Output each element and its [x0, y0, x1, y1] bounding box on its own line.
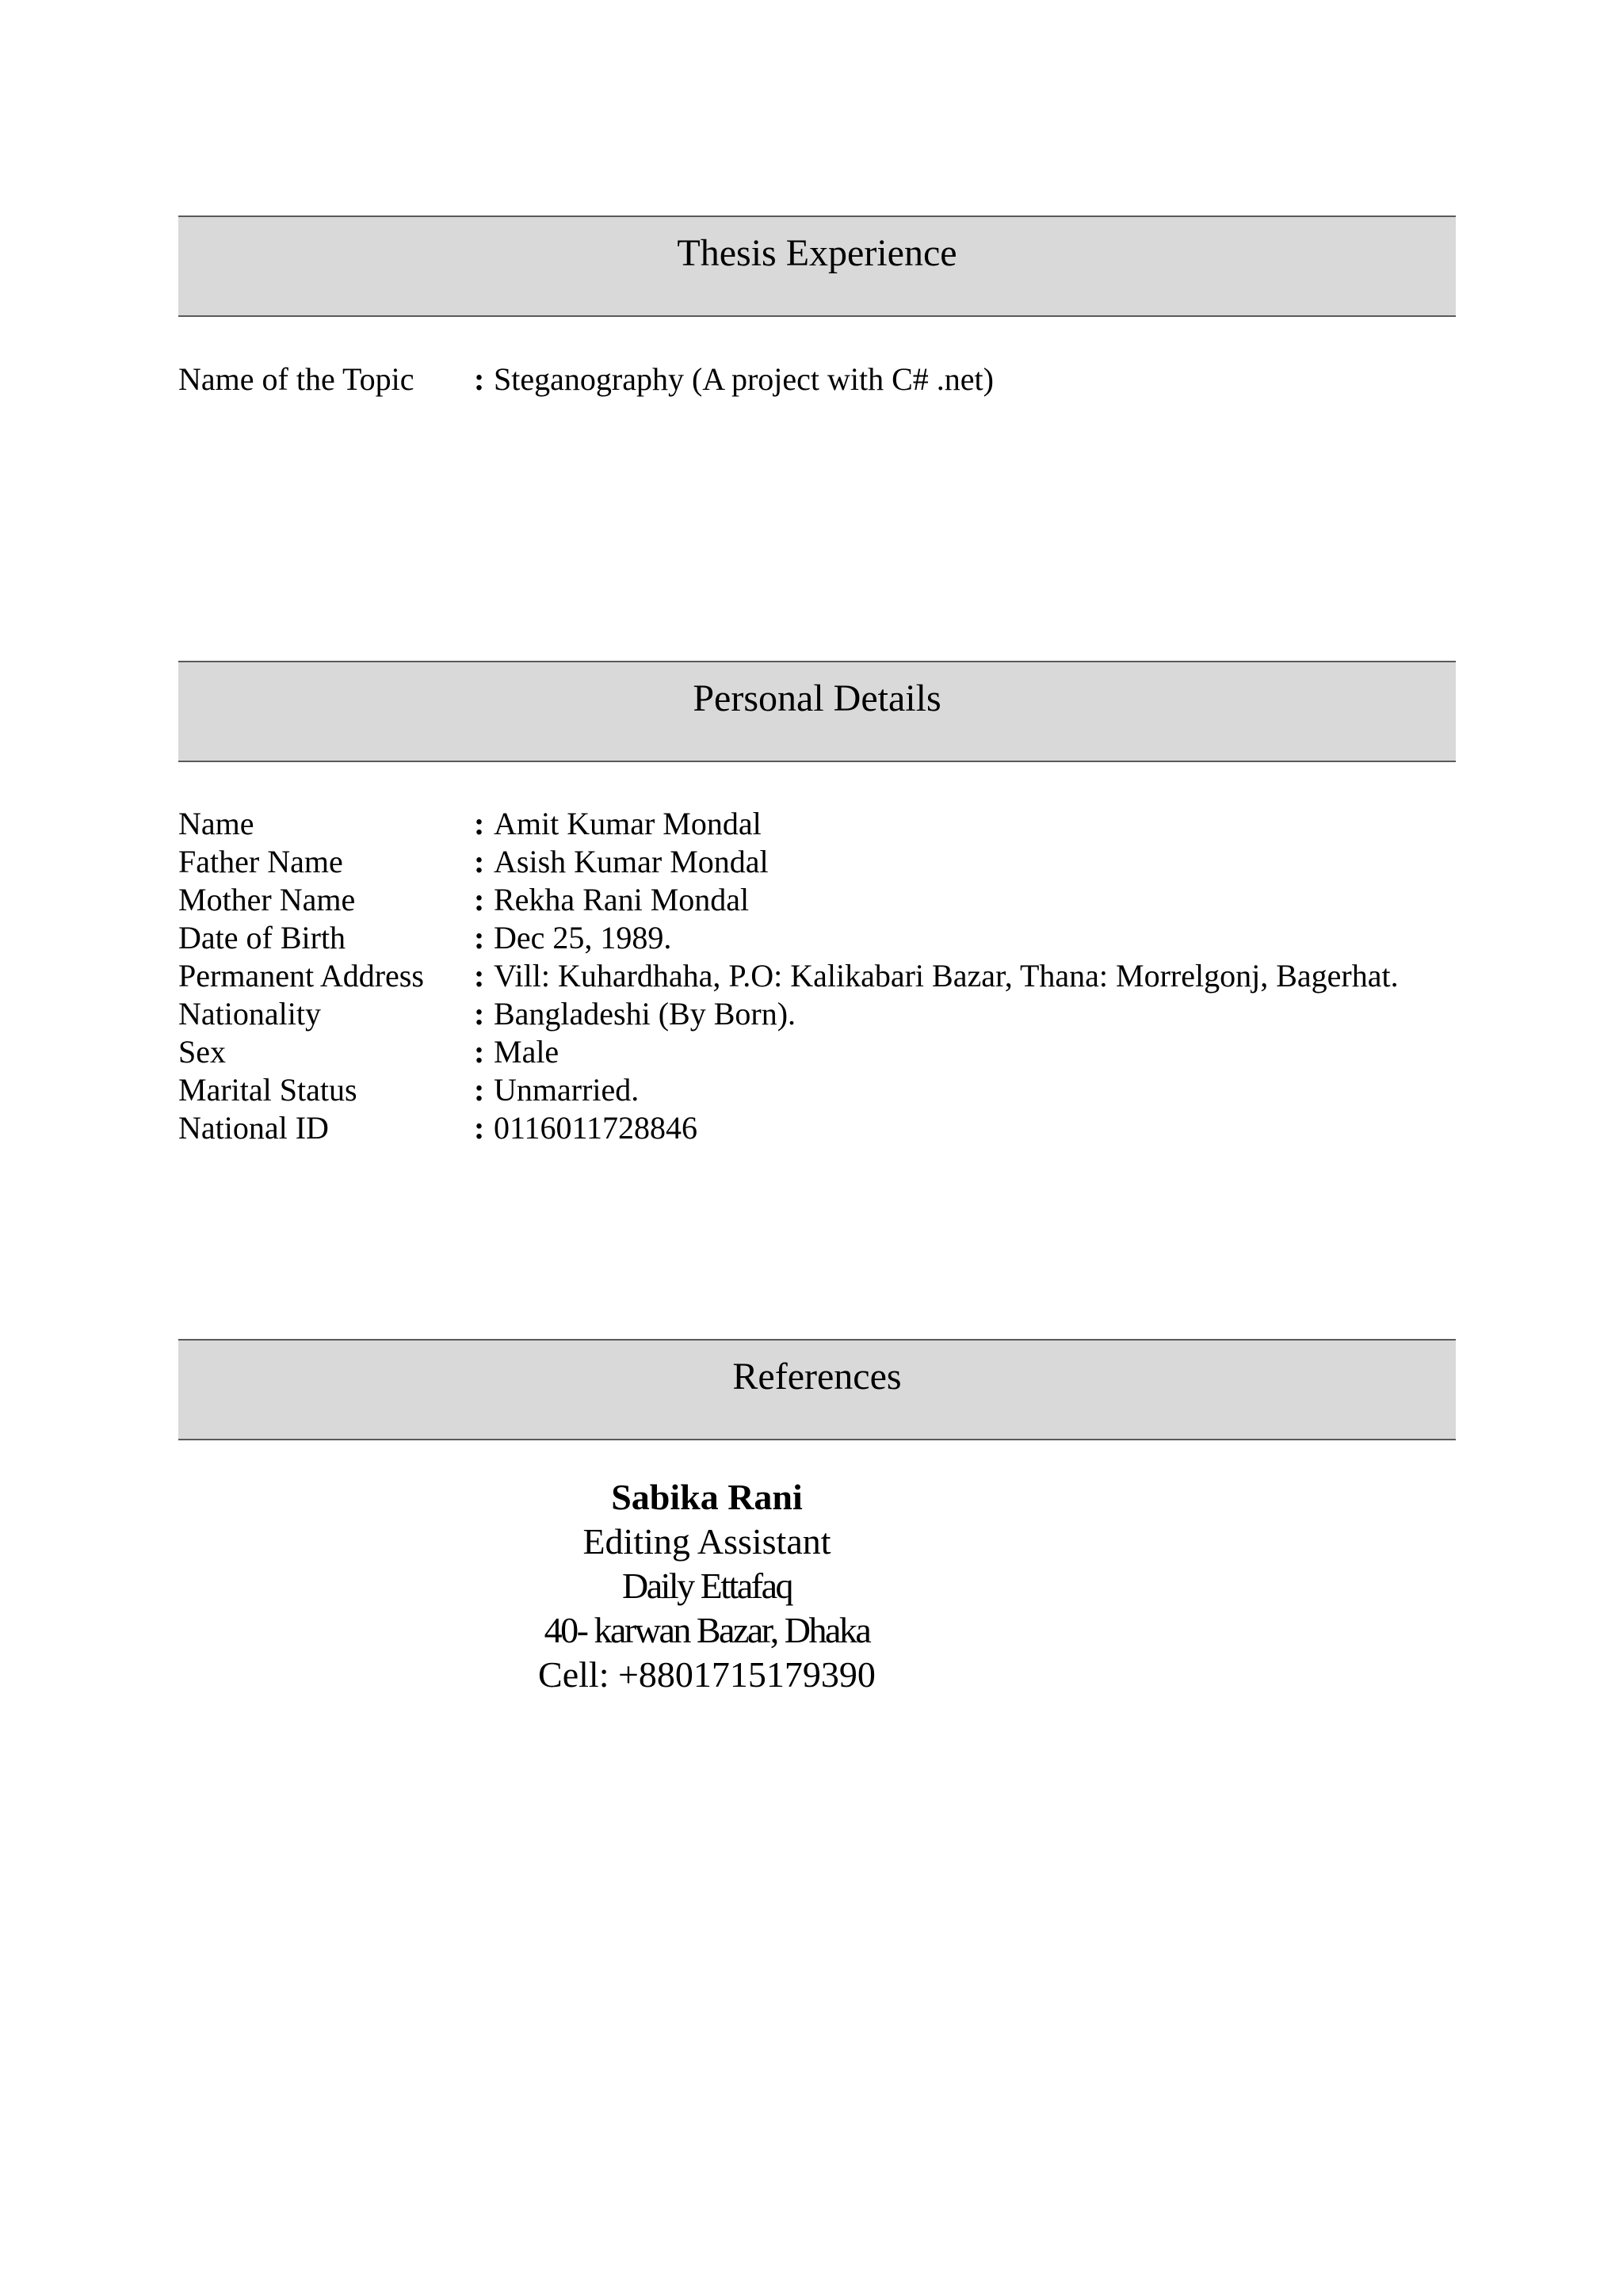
- personal-details-list: [178, 805, 1462, 1147]
- detail-colon: :: [474, 958, 485, 994]
- thesis-section-title: Thesis Experience: [677, 232, 957, 274]
- thesis-details-list: [178, 360, 1462, 399]
- detail-colon: :: [474, 1034, 485, 1070]
- reference-position: Editing Assistant: [582, 1521, 831, 1562]
- detail-value: Steganography (A project with C# .net): [494, 361, 994, 397]
- detail-colon: :: [474, 361, 485, 397]
- reference-name: Sabika Rani: [611, 1477, 803, 1517]
- detail-row-sex: [178, 1033, 1462, 1071]
- detail-row-name: [178, 805, 1462, 843]
- detail-value: Amit Kumar Mondal: [494, 806, 762, 841]
- detail-colon: :: [474, 1072, 485, 1108]
- detail-row-father-name: [178, 843, 1462, 881]
- thesis-section-header: [178, 215, 1456, 317]
- detail-colon: :: [474, 882, 485, 917]
- detail-row-nationality: [178, 995, 1462, 1033]
- detail-label: Nationality: [178, 996, 321, 1032]
- reference-cell: Cell: +8801715179390: [538, 1654, 876, 1695]
- detail-row-mother-name: [178, 881, 1462, 919]
- detail-row-national-id: [178, 1109, 1462, 1147]
- detail-value: Bangladeshi (By Born).: [494, 996, 796, 1032]
- detail-label: Marital Status: [178, 1072, 357, 1108]
- detail-label: Permanent Address: [178, 958, 424, 994]
- references-section-title: References: [732, 1356, 902, 1398]
- references-section-header: [178, 1339, 1456, 1440]
- detail-colon: :: [474, 920, 485, 955]
- detail-colon: :: [474, 806, 485, 841]
- detail-row-marital-status: [178, 1071, 1462, 1109]
- detail-row-topic: [178, 360, 1462, 399]
- detail-label: Mother Name: [178, 882, 356, 917]
- reference-organization: Daily Ettafaq: [621, 1566, 792, 1606]
- detail-label: Name: [178, 806, 254, 841]
- detail-row-permanent-address: [178, 957, 1462, 995]
- detail-value: Dec 25, 1989.: [494, 920, 672, 955]
- detail-label: Father Name: [178, 844, 343, 879]
- personal-section-header: [178, 661, 1456, 762]
- detail-label: Sex: [178, 1034, 226, 1070]
- detail-value: 0116011728846: [494, 1110, 698, 1146]
- detail-label: Date of Birth: [178, 920, 346, 955]
- detail-colon: :: [474, 844, 485, 879]
- reference-address: 40- karwan Bazar, Dhaka: [544, 1610, 870, 1650]
- detail-value: Male: [494, 1034, 559, 1070]
- detail-value: Unmarried.: [494, 1072, 640, 1108]
- reference-entry: [469, 1475, 945, 1697]
- detail-row-date-of-birth: [178, 919, 1462, 957]
- detail-label: Name of the Topic: [178, 361, 414, 397]
- detail-value: Asish Kumar Mondal: [494, 844, 769, 879]
- personal-section-title: Personal Details: [693, 677, 941, 719]
- detail-value: Vill: Kuhardhaha, P.O: Kalikabari Bazar, Thana: Morrelgonj, Bagerhat.: [494, 958, 1399, 994]
- detail-colon: :: [474, 1110, 485, 1146]
- detail-value: Rekha Rani Mondal: [494, 882, 750, 917]
- detail-label: National ID: [178, 1110, 329, 1146]
- detail-colon: :: [474, 996, 485, 1032]
